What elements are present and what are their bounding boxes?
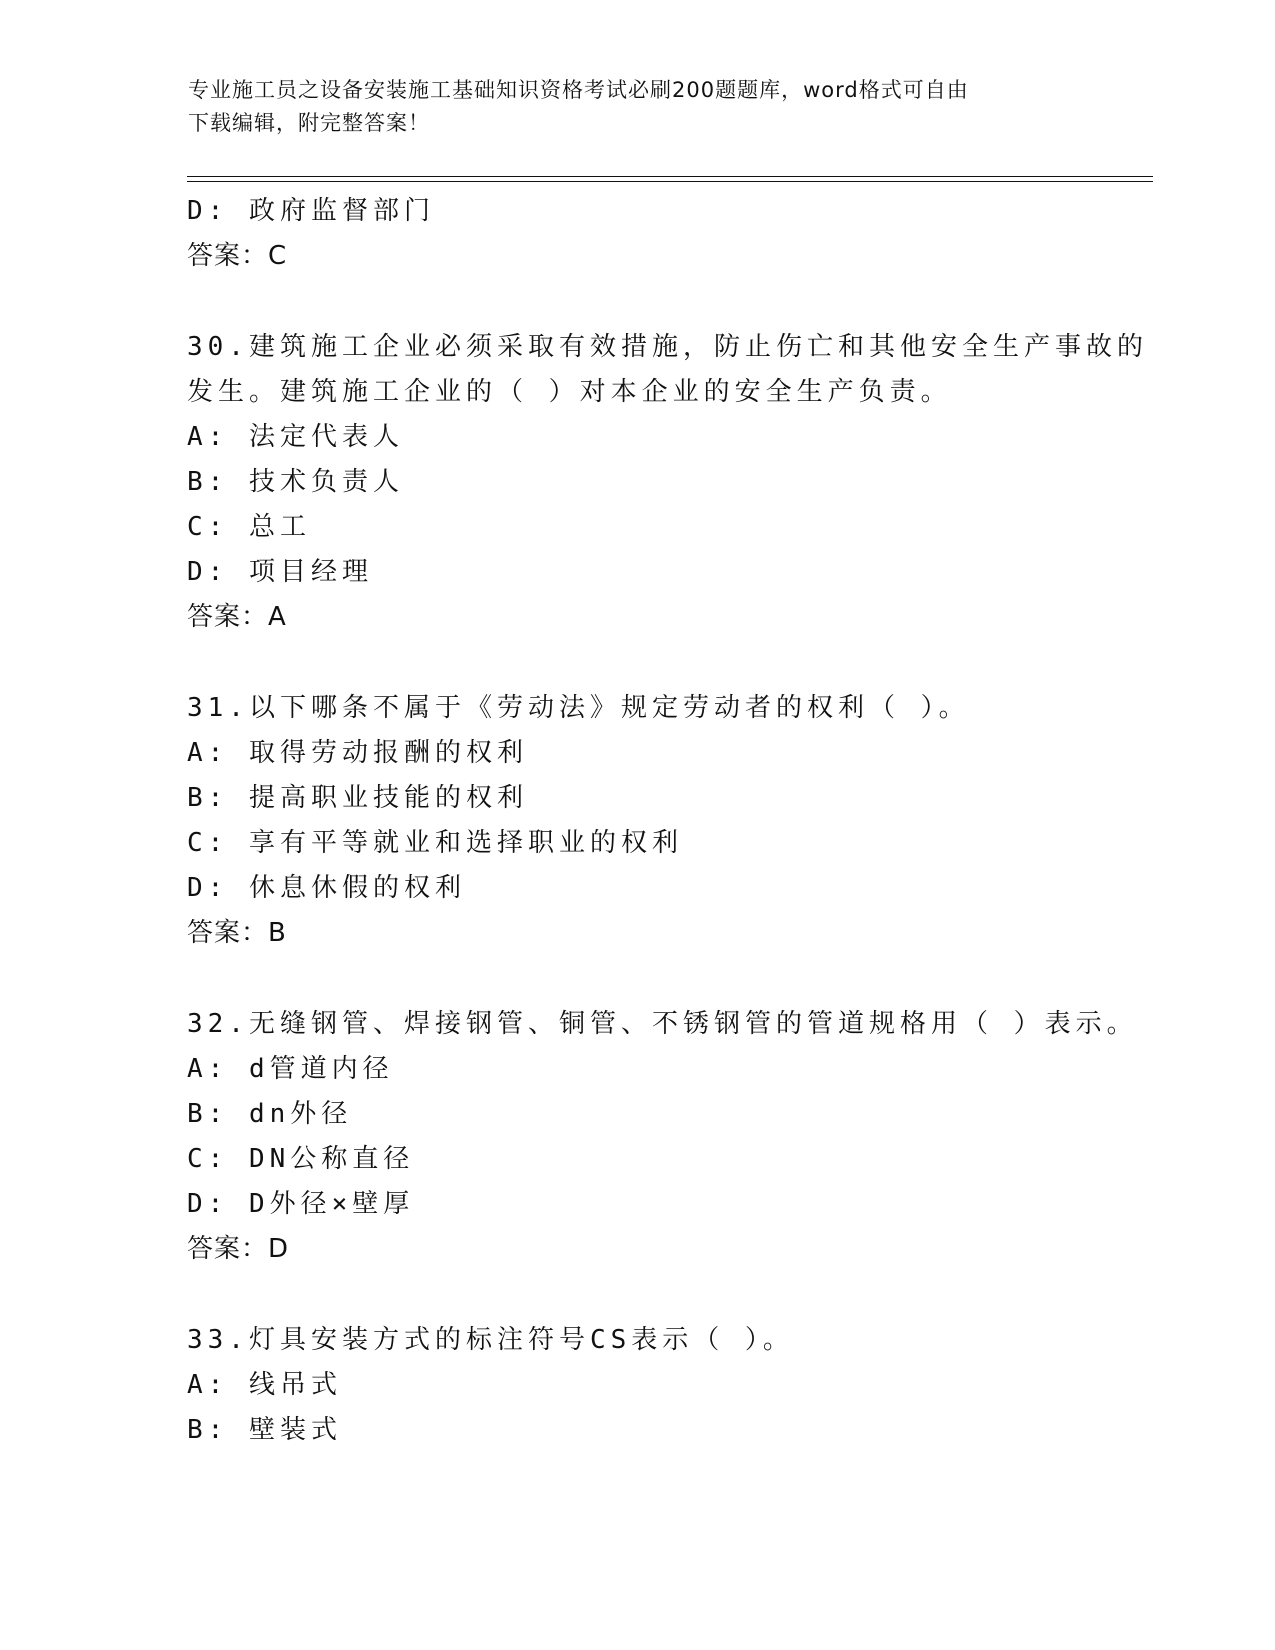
question-32-option-b: B: dn外径: [187, 1099, 353, 1129]
spacer: [187, 279, 1087, 325]
question-30-stem-line-2: 发生。建筑施工企业的（ ）对本企业的安全生产负责。: [187, 377, 952, 407]
header-divider-top: [187, 176, 1153, 177]
question-32-option-a: A: d管道内径: [187, 1054, 394, 1084]
question-32-option-c: C: DN公称直径: [187, 1144, 415, 1174]
spacer: [187, 1272, 1087, 1318]
question-32-answer: 答案：D: [187, 1234, 290, 1264]
question-30-option-c: C: 总工: [187, 512, 311, 542]
header-title-line-1: 专业施工员之设备安装施工基础知识资格考试必刷200题题库，word格式可自由: [188, 78, 969, 102]
question-32-option-d: D: D外径×壁厚: [187, 1189, 415, 1219]
prev-question-answer: 答案：C: [187, 241, 288, 271]
spacer: [187, 956, 1087, 1002]
question-30-answer: 答案：A: [187, 602, 287, 632]
prev-question-option-d: D: 政府监督部门: [187, 196, 435, 226]
question-31-option-a: A: 取得劳动报酬的权利: [187, 738, 528, 768]
question-31-option-d: D: 休息休假的权利: [187, 873, 466, 903]
question-31-option-c: C: 享有平等就业和选择职业的权利: [187, 828, 683, 858]
question-30-option-b: B: 技术负责人: [187, 467, 404, 497]
question-30-option-d: D: 项目经理: [187, 557, 373, 587]
spacer: [187, 640, 1087, 686]
document-header: [188, 74, 1068, 140]
question-30-stem-line-1: 30.建筑施工企业必须采取有效措施，防止伤亡和其他安全生产事故的: [187, 332, 1148, 362]
header-title-line-2: 下载编辑，附完整答案！: [188, 111, 430, 135]
question-31-answer: 答案：B: [187, 918, 287, 948]
header-divider-bottom: [187, 181, 1153, 182]
question-32-stem-line-1: 32.无缝钢管、焊接钢管、铜管、不锈钢管的管道规格用（ ）表示。: [187, 1009, 1138, 1039]
question-31-option-b: B: 提高职业技能的权利: [187, 783, 528, 813]
question-33-option-a: A: 线吊式: [187, 1370, 342, 1400]
question-30-option-a: A: 法定代表人: [187, 422, 404, 452]
question-content: [187, 189, 1148, 1453]
question-33-option-b: B: 壁装式: [187, 1415, 342, 1445]
question-31-stem-line-1: 31.以下哪条不属于《劳动法》规定劳动者的权利（ ）。: [187, 693, 970, 723]
question-33-stem-line-1: 33.灯具安装方式的标注符号CS表示（ ）。: [187, 1325, 794, 1355]
